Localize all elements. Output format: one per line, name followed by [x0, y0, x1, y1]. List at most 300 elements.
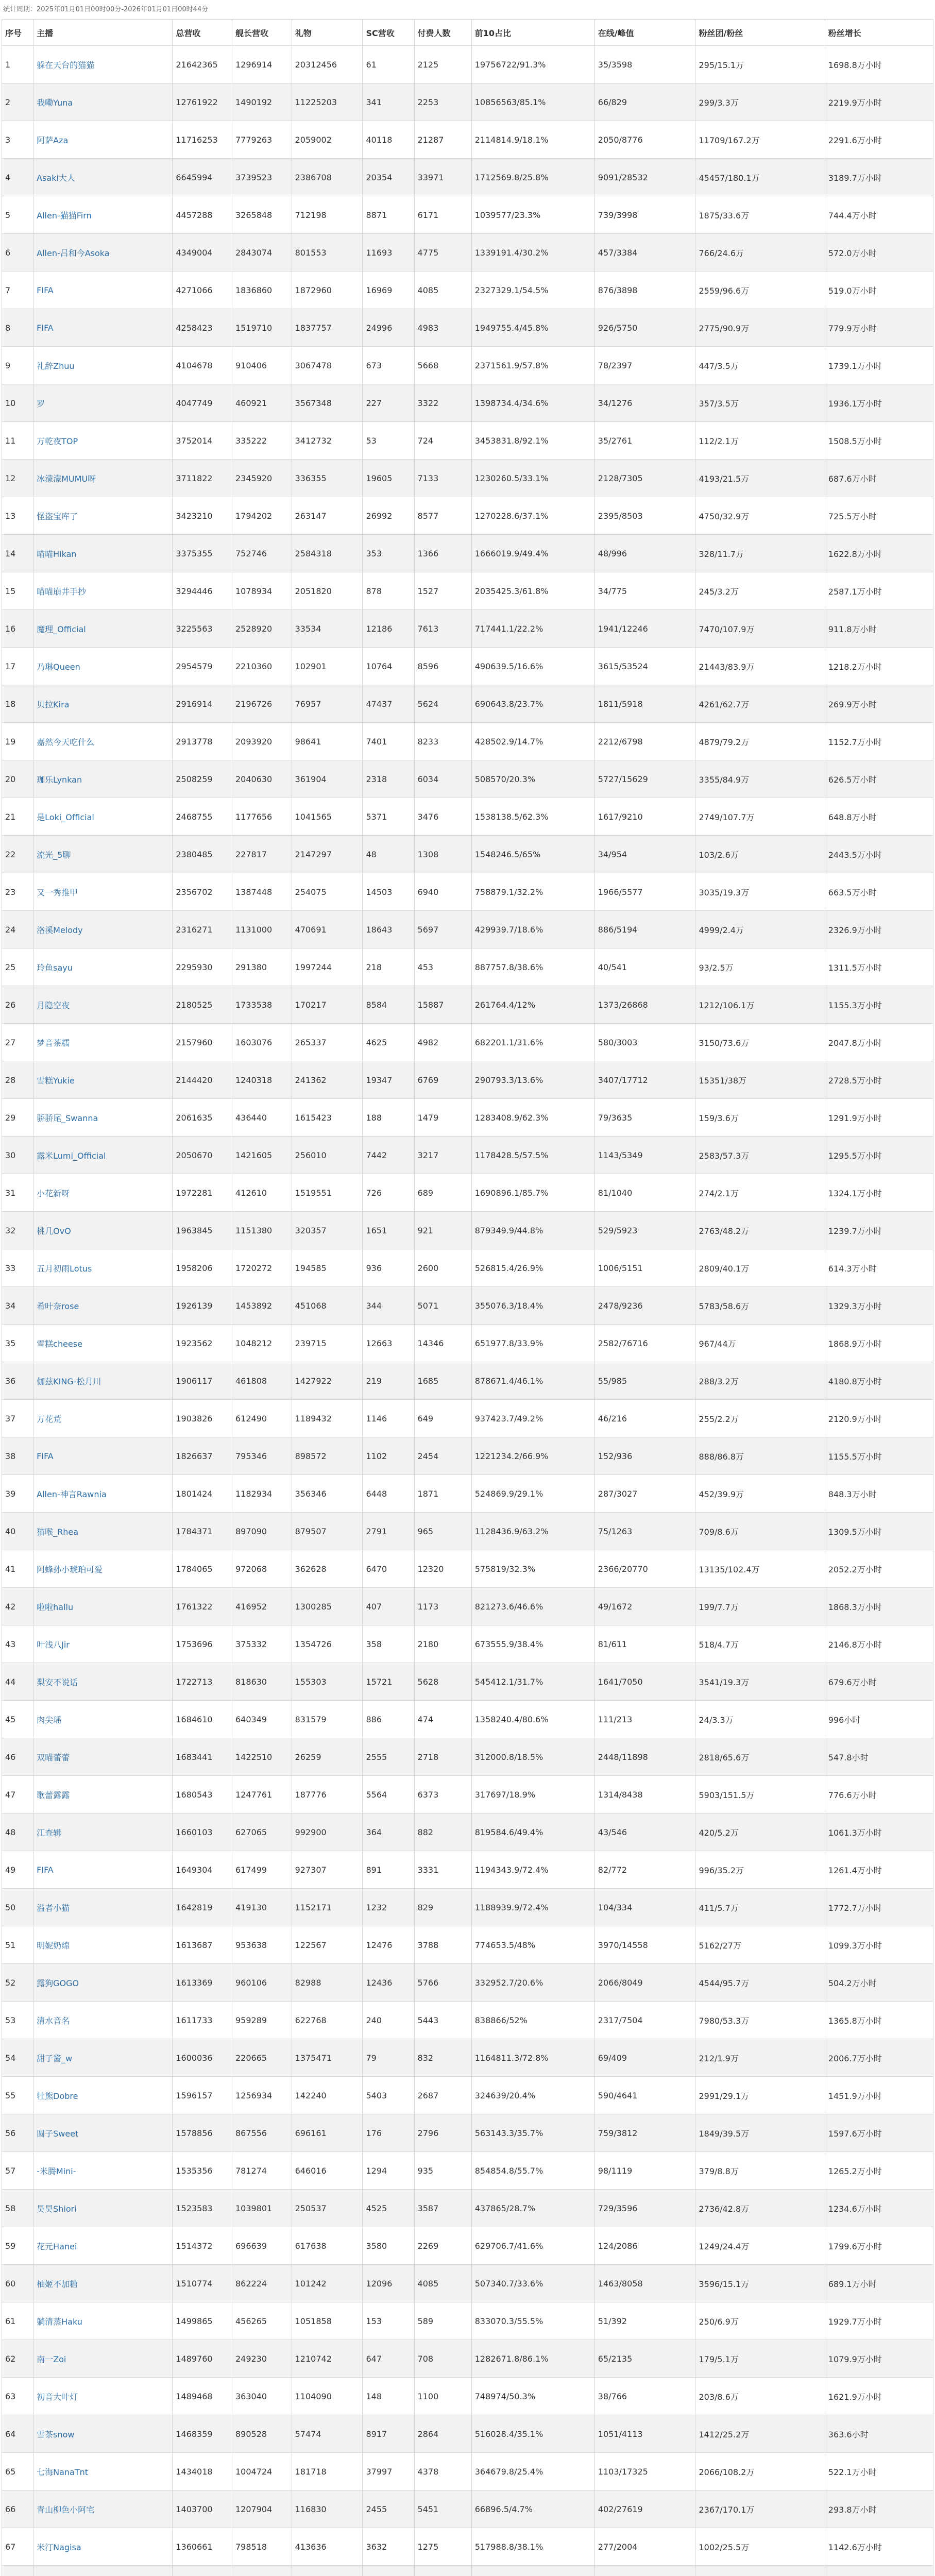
table-row[interactable] [2, 1325, 933, 1362]
streamer-name[interactable]: 礼辞Zhuu [33, 347, 173, 384]
guard-revenue-cell: 436440 [232, 1099, 292, 1137]
table-row[interactable] [2, 1137, 933, 1174]
table-row[interactable] [2, 272, 933, 309]
fanclub-fans-cell: 1412/25.2万 [695, 2415, 825, 2453]
fan-growth-cell: 679.6万小时 [825, 1663, 933, 1701]
streamer-name[interactable]: 桃几OvO [33, 1212, 173, 1249]
rank-cell: 30 [2, 1137, 33, 1174]
table-row[interactable] [2, 610, 933, 648]
streamer-name[interactable]: 喵喵崩井手抄 [33, 572, 173, 610]
table-row[interactable] [2, 1099, 933, 1137]
table-row[interactable] [2, 422, 933, 460]
payers-cell: 3788 [414, 1926, 471, 1964]
guard-revenue-cell: 612490 [232, 1400, 292, 1437]
total-revenue-cell: 1649304 [173, 1851, 232, 1889]
streamer-name[interactable]: 叶浅八Jir [33, 1625, 173, 1663]
guard-revenue-cell: 2196726 [232, 685, 292, 723]
table-row[interactable] [2, 798, 933, 836]
total-revenue-cell: 4271066 [173, 272, 232, 309]
table-row[interactable] [2, 1926, 933, 1964]
streamer-name[interactable]: 明妮奶绵 [33, 1926, 173, 1964]
streamer-name[interactable]: 露米Lumi_Official [33, 1137, 173, 1174]
top10-share-cell: 490639.5/16.6% [471, 648, 594, 685]
payers-cell: 3217 [414, 1137, 471, 1174]
total-revenue-cell: 2050670 [173, 1137, 232, 1174]
streamer-name[interactable]: 溢者小猫 [33, 1889, 173, 1926]
guard-revenue-cell: 972068 [232, 1550, 292, 1588]
streamer-name[interactable]: 歌蕾露露 [33, 1776, 173, 1814]
streamer-name[interactable]: 啦啦hallu [33, 1588, 173, 1625]
top10-share-cell: 854854.8/55.7% [471, 2152, 594, 2190]
rank-cell: 54 [2, 2039, 33, 2077]
fanclub-fans-cell: 212/1.9万 [695, 2039, 825, 2077]
fanclub-fans-cell: 4261/62.7万 [695, 685, 825, 723]
sc-revenue-cell: 407 [363, 1588, 414, 1625]
table-row[interactable] [2, 2002, 933, 2039]
streamer-name[interactable]: 万乾夜TOP [33, 422, 173, 460]
streamer-name[interactable]: 月隐空夜 [33, 986, 173, 1024]
rank-cell: 33 [2, 1249, 33, 1287]
online-peak-cell: 3407/17712 [594, 1061, 695, 1099]
top10-share-cell: 1221234.2/66.9% [471, 1437, 594, 1475]
table-row[interactable] [2, 836, 933, 873]
payers-cell: 1366 [414, 535, 471, 572]
table-row[interactable] [2, 2453, 933, 2490]
table-row[interactable] [2, 648, 933, 685]
table-row[interactable] [2, 1625, 933, 1663]
guard-revenue-cell: 1603076 [232, 1024, 292, 1061]
table-row[interactable] [2, 46, 933, 83]
guard-revenue-cell: 1519710 [232, 309, 292, 347]
streamer-name[interactable]: 喵喵Hikan [33, 535, 173, 572]
streamer-name[interactable]: -米腾Mini- [33, 2152, 173, 2190]
table-row[interactable] [2, 1249, 933, 1287]
streamer-name[interactable]: 躺清蒸Haku [33, 2302, 173, 2340]
rank-cell: 11 [2, 422, 33, 460]
streamer-name[interactable]: 梦音茶糯 [33, 1024, 173, 1061]
fanclub-fans-cell: 5903/151.5万 [695, 1776, 825, 1814]
fan-growth-cell: 1365.8万小时 [825, 2002, 933, 2039]
header-top10-share[interactable]: 前10占比 [471, 20, 594, 46]
streamer-name[interactable]: 万花荒 [33, 1400, 173, 1437]
streamer-name[interactable]: 乃琳Queen [33, 648, 173, 685]
streamer-name[interactable]: 南一Zoi [33, 2340, 173, 2378]
sc-revenue-cell: 47437 [363, 685, 414, 723]
online-peak-cell: 2395/8503 [594, 497, 695, 535]
table-row[interactable] [2, 159, 933, 196]
rank-cell: 32 [2, 1212, 33, 1249]
total-revenue-cell: 1906117 [173, 1362, 232, 1400]
top10-share-cell: 887757.8/38.6% [471, 948, 594, 986]
streamer-name[interactable]: 洛溪Melody [33, 911, 173, 948]
streamer-name[interactable]: 双喵蕾蕾 [33, 1738, 173, 1776]
streamer-name[interactable]: 猫喉_Rhea [33, 1513, 173, 1550]
fanclub-fans-cell: 199/7.7万 [695, 1588, 825, 1625]
guard-revenue-cell: 7779263 [232, 121, 292, 159]
streamer-name[interactable]: 牡熊Dobre [33, 2077, 173, 2114]
online-peak-cell: 2478/9236 [594, 1287, 695, 1325]
streamer-name[interactable]: 玲鱼sayu [33, 948, 173, 986]
table-row[interactable] [2, 347, 933, 384]
sc-revenue-cell: 12476 [363, 1926, 414, 1964]
fan-growth-cell: 1234.6万小时 [825, 2190, 933, 2227]
gift-cell: 879507 [292, 1513, 363, 1550]
guard-revenue-cell: 2093920 [232, 723, 292, 760]
online-peak-cell: 2448/11898 [594, 1738, 695, 1776]
gift-cell: 617638 [292, 2227, 363, 2265]
fanclub-fans-cell: 328/11.7万 [695, 535, 825, 572]
streamer-name[interactable]: 柚姬不加糖 [33, 2265, 173, 2302]
gift-cell: 320357 [292, 1212, 363, 1249]
payers-cell: 965 [414, 1513, 471, 1550]
fan-growth-cell: 1799.6万小时 [825, 2227, 933, 2265]
guard-revenue-cell: 960106 [232, 1964, 292, 2002]
fan-growth-cell: 648.8万小时 [825, 798, 933, 836]
online-peak-cell: 277/2004 [594, 2528, 695, 2566]
table-row[interactable] [2, 572, 933, 610]
online-peak-cell: 51/392 [594, 2302, 695, 2340]
table-row[interactable] [2, 1287, 933, 1325]
table-row[interactable] [2, 1550, 933, 1588]
guard-revenue-cell: 220665 [232, 2039, 292, 2077]
gift-cell: 646016 [292, 2152, 363, 2190]
table-row[interactable] [2, 911, 933, 948]
table-row[interactable] [2, 986, 933, 1024]
streamer-name[interactable]: 雪糕cheese [33, 1325, 173, 1362]
table-row[interactable] [2, 685, 933, 723]
streamer-name[interactable]: 雪糕Yukie [33, 1061, 173, 1099]
total-revenue-cell: 1972281 [173, 1174, 232, 1212]
total-revenue-cell: 1958206 [173, 1249, 232, 1287]
rank-cell: 66 [2, 2490, 33, 2528]
top10-share-cell: 774653.5/48% [471, 1926, 594, 1964]
top10-share-cell: 2327329.1/54.5% [471, 272, 594, 309]
fanclub-fans-cell: 518/4.7万 [695, 1625, 825, 1663]
streamer-name[interactable] [33, 2566, 173, 2576]
streamer-name[interactable]: Allen-神言Rawnia [33, 1475, 173, 1513]
table-row[interactable] [2, 2227, 933, 2265]
table-row[interactable] [2, 309, 933, 347]
header-online-peak[interactable]: 在线/峰值 [594, 20, 695, 46]
table-row[interactable] [2, 1701, 933, 1738]
streamer-name[interactable]: 魔理_Official [33, 610, 173, 648]
streamer-name[interactable]: 冰濛濛MUMU呀 [33, 460, 173, 497]
streamer-name[interactable]: 七海NanaTnt [33, 2453, 173, 2490]
fan-growth-cell: 1155.3万小时 [825, 986, 933, 1024]
payers-cell: 6034 [414, 760, 471, 798]
header-streamer[interactable]: 主播 [33, 20, 173, 46]
fanclub-fans-cell: 112/2.1万 [695, 422, 825, 460]
payers-cell: 5628 [414, 1663, 471, 1701]
guard-revenue-cell: 953638 [232, 1926, 292, 1964]
sc-revenue-cell: 878 [363, 572, 414, 610]
streamer-name[interactable]: 嘉然今天吃什么 [33, 723, 173, 760]
total-revenue-cell: 1963845 [173, 1212, 232, 1249]
sc-revenue-cell: 3632 [363, 2528, 414, 2566]
total-revenue-cell: 1784371 [173, 1513, 232, 1550]
table-row[interactable] [2, 2340, 933, 2378]
total-revenue-cell: 4258423 [173, 309, 232, 347]
fanclub-fans-cell: 3596/15.1万 [695, 2265, 825, 2302]
gift-cell: 122567 [292, 1926, 363, 1964]
table-row[interactable] [2, 1362, 933, 1400]
table-row[interactable] [2, 1024, 933, 1061]
table-row[interactable] [2, 83, 933, 121]
guard-revenue-cell: 1039801 [232, 2190, 292, 2227]
streamer-name[interactable]: 昊昊Shiori [33, 2190, 173, 2227]
rank-cell: 24 [2, 911, 33, 948]
fanclub-fans-cell: 357/3.5万 [695, 384, 825, 422]
table-row[interactable] [2, 2152, 933, 2190]
fanclub-fans-cell: 45457/180.1万 [695, 159, 825, 196]
table-row[interactable] [2, 1400, 933, 1437]
table-row[interactable] [2, 1851, 933, 1889]
table-row[interactable] [2, 1174, 933, 1212]
table-row[interactable] [2, 1663, 933, 1701]
table-row[interactable] [2, 760, 933, 798]
sc-revenue-cell: 1294 [363, 2152, 414, 2190]
gift-cell: 470691 [292, 911, 363, 948]
sc-revenue-cell: 6448 [363, 1475, 414, 1513]
table-row[interactable] [2, 948, 933, 986]
streamer-name[interactable]: 贝拉Kira [33, 685, 173, 723]
payers-cell: 5451 [414, 2490, 471, 2528]
table-row[interactable] [2, 2378, 933, 2415]
total-revenue-cell: 12761922 [173, 83, 232, 121]
fanclub-fans-cell: 379/8.8万 [695, 2152, 825, 2190]
sc-revenue-cell: 24996 [363, 309, 414, 347]
fanclub-fans-cell: 2736/42.8万 [695, 2190, 825, 2227]
header-rank[interactable]: 序号 [2, 20, 33, 46]
header-guard-revenue[interactable]: 舰长营收 [232, 20, 292, 46]
gift-cell: 187776 [292, 1776, 363, 1814]
total-revenue-cell: 1360661 [173, 2528, 232, 2566]
rank-cell: 15 [2, 572, 33, 610]
top10-share-cell: 261764.4/12% [471, 986, 594, 1024]
gift-cell: 2059002 [292, 121, 363, 159]
gift-cell: 1354726 [292, 1625, 363, 1663]
rank-cell: 64 [2, 2415, 33, 2453]
streamer-name[interactable]: 伽兹KING-松月川 [33, 1362, 173, 1400]
table-row[interactable] [2, 1513, 933, 1550]
sc-revenue-cell: 7442 [363, 1137, 414, 1174]
table-row[interactable] [2, 1776, 933, 1814]
top10-share-cell: 717441.1/22.2% [471, 610, 594, 648]
payers-cell: 589 [414, 2302, 471, 2340]
total-revenue-cell: 1596157 [173, 2077, 232, 2114]
streamer-name[interactable]: 肉尖瑶 [33, 1701, 173, 1738]
streamer-name[interactable]: Asaki大人 [33, 159, 173, 196]
streamer-name[interactable]: FIFA [33, 272, 173, 309]
sc-revenue-cell: 227 [363, 384, 414, 422]
online-peak-cell: 2066/8049 [594, 1964, 695, 2002]
sc-revenue-cell: 218 [363, 948, 414, 986]
online-peak-cell: 2128/7305 [594, 460, 695, 497]
total-revenue-cell: 2295930 [173, 948, 232, 986]
table-row[interactable] [2, 2114, 933, 2152]
streamer-name[interactable]: 我嘞Yuna [33, 83, 173, 121]
header-fanclub-fans[interactable]: 粉丝团/粉丝 [695, 20, 825, 46]
streamer-name[interactable]: 初音大叶灯 [33, 2378, 173, 2415]
table-row[interactable] [2, 723, 933, 760]
header-fan-growth[interactable]: 粉丝增长 [825, 20, 933, 46]
streamer-name[interactable]: 珈乐Lynkan [33, 760, 173, 798]
table-row[interactable] [2, 2190, 933, 2227]
table-row[interactable] [2, 2566, 933, 2576]
payers-cell: 1100 [414, 2378, 471, 2415]
table-row[interactable] [2, 1738, 933, 1776]
online-peak-cell: 1641/7050 [594, 1663, 695, 1701]
gift-cell: 3567348 [292, 384, 363, 422]
fanclub-fans-cell: 4750/32.9万 [695, 497, 825, 535]
streamer-name[interactable]: 雪茶snow [33, 2415, 173, 2453]
online-peak-cell: 2212/6798 [594, 723, 695, 760]
payers-cell: 2718 [414, 1738, 471, 1776]
top10-share-cell: 1128436.9/63.2% [471, 1513, 594, 1550]
table-row[interactable] [2, 1437, 933, 1475]
guard-revenue-cell: 461808 [232, 1362, 292, 1400]
gift-cell: 413636 [292, 2528, 363, 2566]
sc-revenue-cell: 2318 [363, 760, 414, 798]
streamer-name[interactable]: 阿萨Aza [33, 121, 173, 159]
streamer-name[interactable]: 甜子酱_w [33, 2039, 173, 2077]
streamer-name[interactable]: 阿蜂孙小琥珀可爱 [33, 1550, 173, 1588]
streamer-name[interactable]: 又一秀推甲 [33, 873, 173, 911]
gift-cell: 181718 [292, 2453, 363, 2490]
guard-revenue-cell [232, 2566, 292, 2576]
table-row[interactable] [2, 2528, 933, 2566]
payers-cell: 15887 [414, 986, 471, 1024]
payers-cell: 5624 [414, 685, 471, 723]
top10-share-cell: 758879.1/32.2% [471, 873, 594, 911]
streamer-name[interactable]: 怪盗宝库了 [33, 497, 173, 535]
fanclub-fans-cell: 2559/96.6万 [695, 272, 825, 309]
guard-revenue-cell: 1421605 [232, 1137, 292, 1174]
table-row[interactable] [2, 1475, 933, 1513]
fan-growth-cell: 519.0万小时 [825, 272, 933, 309]
streamer-name[interactable]: 露狗GOGO [33, 1964, 173, 2002]
table-row[interactable] [2, 2039, 933, 2077]
table-row[interactable] [2, 2490, 933, 2528]
online-peak-cell: 876/3898 [594, 272, 695, 309]
sc-revenue-cell: 12186 [363, 610, 414, 648]
table-row[interactable] [2, 384, 933, 422]
streamer-name[interactable]: 流光_5聊 [33, 836, 173, 873]
guard-revenue-cell: 627065 [232, 1814, 292, 1851]
table-row[interactable] [2, 2265, 933, 2302]
table-row[interactable] [2, 2302, 933, 2340]
table-row[interactable] [2, 234, 933, 272]
streamer-name[interactable]: 米汀Nagisa [33, 2528, 173, 2566]
table-row[interactable] [2, 1588, 933, 1625]
table-row[interactable] [2, 121, 933, 159]
table-row[interactable] [2, 1889, 933, 1926]
guard-revenue-cell: 3265848 [232, 196, 292, 234]
streamer-name[interactable]: 小花新呀 [33, 1174, 173, 1212]
online-peak-cell: 65/2135 [594, 2340, 695, 2378]
fan-growth-cell: 2219.9万小时 [825, 83, 933, 121]
streamer-name[interactable]: FIFA [33, 1851, 173, 1889]
sc-revenue-cell: 53 [363, 422, 414, 460]
table-row[interactable] [2, 1061, 933, 1099]
rank-cell: 55 [2, 2077, 33, 2114]
streamer-name[interactable]: 梨安不说话 [33, 1663, 173, 1701]
table-row[interactable] [2, 2415, 933, 2453]
gift-cell: 256010 [292, 1137, 363, 1174]
rank-cell: 36 [2, 1362, 33, 1400]
table-row[interactable] [2, 873, 933, 911]
payers-cell: 6769 [414, 1061, 471, 1099]
payers-cell: 5766 [414, 1964, 471, 2002]
online-peak-cell: 1051/4113 [594, 2415, 695, 2453]
table-row[interactable] [2, 2077, 933, 2114]
fanclub-fans-cell: 4193/21.5万 [695, 460, 825, 497]
sc-revenue-cell: 18643 [363, 911, 414, 948]
streamer-name[interactable]: Allen-猫猫Firn [33, 196, 173, 234]
header-payers[interactable]: 付费人数 [414, 20, 471, 46]
guard-revenue-cell: 795346 [232, 1437, 292, 1475]
streamer-name[interactable]: Allen-吕和今Asoka [33, 234, 173, 272]
guard-revenue-cell: 249230 [232, 2340, 292, 2378]
table-row[interactable] [2, 497, 933, 535]
online-peak-cell: 402/27619 [594, 2490, 695, 2528]
fan-growth-cell: 547.8小时 [825, 1738, 933, 1776]
header-sc-revenue[interactable]: SC营收 [363, 20, 414, 46]
header-total-revenue[interactable]: 总营收 [173, 20, 232, 46]
rank-cell: 50 [2, 1889, 33, 1926]
total-revenue-cell: 4047749 [173, 384, 232, 422]
streamer-name[interactable]: 五月初雨Lotus [33, 1249, 173, 1287]
guard-revenue-cell: 1240318 [232, 1061, 292, 1099]
rank-cell: 23 [2, 873, 33, 911]
streamer-name[interactable]: 圆子Sweet [33, 2114, 173, 2152]
sc-revenue-cell: 79 [363, 2039, 414, 2077]
payers-cell: 21287 [414, 121, 471, 159]
streamer-name[interactable]: 是Loki_Official [33, 798, 173, 836]
streamer-name[interactable]: 花元Hanei [33, 2227, 173, 2265]
fanclub-fans-cell: 7470/107.9万 [695, 610, 825, 648]
online-peak-cell: 78/2397 [594, 347, 695, 384]
sc-revenue-cell: 12436 [363, 1964, 414, 2002]
top10-share-cell: 324639/20.4% [471, 2077, 594, 2114]
header-gift[interactable]: 礼物 [292, 20, 363, 46]
table-row[interactable] [2, 196, 933, 234]
streamer-name[interactable]: 骄骄尾_Swanna [33, 1099, 173, 1137]
online-peak-cell: 43/546 [594, 1814, 695, 1851]
streamer-name[interactable]: 江查辑 [33, 1814, 173, 1851]
top10-share-cell: 1039577/23.3% [471, 196, 594, 234]
streamer-name[interactable]: FIFA [33, 1437, 173, 1475]
table-row[interactable] [2, 535, 933, 572]
online-peak-cell: 34/954 [594, 836, 695, 873]
streamer-name[interactable]: FIFA [33, 309, 173, 347]
streamer-name[interactable]: 希叶奈rose [33, 1287, 173, 1325]
streamer-name[interactable]: 躲在天台的猫猫 [33, 46, 173, 83]
streamer-name[interactable]: 罗 [33, 384, 173, 422]
top10-share-cell: 682201.1/31.6% [471, 1024, 594, 1061]
fanclub-fans-cell: 3541/19.3万 [695, 1663, 825, 1701]
table-row[interactable] [2, 460, 933, 497]
sc-revenue-cell: 40118 [363, 121, 414, 159]
streamer-name[interactable]: 青山柳色小阿宅 [33, 2490, 173, 2528]
table-row[interactable] [2, 1814, 933, 1851]
guard-revenue-cell: 696639 [232, 2227, 292, 2265]
fanclub-fans-cell: 2583/57.3万 [695, 1137, 825, 1174]
table-row[interactable] [2, 1212, 933, 1249]
online-peak-cell: 590/4641 [594, 2077, 695, 2114]
table-row[interactable] [2, 1964, 933, 2002]
streamer-name[interactable]: 清水音名 [33, 2002, 173, 2039]
